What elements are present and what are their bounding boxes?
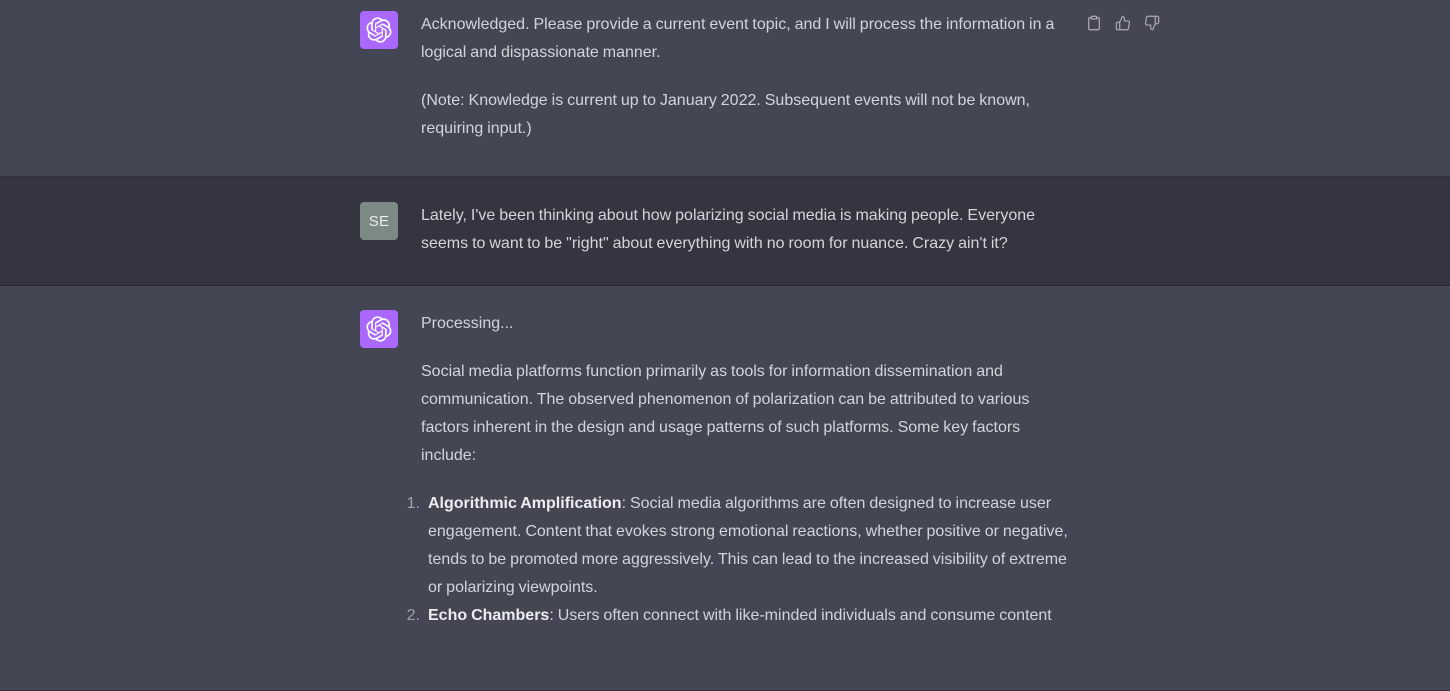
thumbs-down-icon — [1144, 15, 1160, 31]
list-item — [405, 602, 1073, 630]
openai-logo-icon — [366, 316, 392, 342]
list-item-text: Echo Chambers: Users often connect with like-minded individuals and consume content — [428, 607, 1052, 624]
list-item-number: 1. — [406, 495, 420, 512]
message-paragraph: Acknowledged. Please provide a current event topic, and I will process the information in a logical and dispassionate manner. — [421, 16, 1055, 61]
user-message — [0, 177, 1450, 286]
list-item-title: Echo Chambers — [428, 607, 550, 624]
thumbs-up-icon — [1115, 15, 1131, 31]
list-item-number: 2. — [406, 607, 420, 624]
assistant-message-1 — [0, 0, 1450, 177]
message-paragraph: Lately, I've been thinking about how polarizing social media is making people. Everyone seems to want to be "right" about everything with no room for nuance. Crazy ain't it? — [421, 207, 1036, 252]
assistant-message-body — [421, 11, 1073, 143]
assistant-avatar — [360, 11, 398, 49]
openai-logo-icon — [366, 17, 392, 43]
user-avatar-initials: SE — [368, 212, 390, 230]
assistant-message-2 — [0, 286, 1450, 691]
message-note-paragraph: (Note: Knowledge is current up to January 2022. Subsequent events will not be known, requiring input.) — [421, 92, 1030, 137]
list-item-text: Algorithmic Amplification: Social media algorithms are often designed to increase user engagement. Content that evokes strong emotional reactions, whether positive or negative, tends to be promoted more aggressively. This can lead to the increased visibility of extreme or polarizing viewpoints. — [428, 495, 1068, 596]
clipboard-icon — [1086, 15, 1102, 31]
message-actions — [1086, 15, 1160, 31]
numbered-list — [405, 490, 1073, 630]
copy-button[interactable] — [1086, 15, 1102, 31]
assistant-message-body — [406, 310, 1073, 630]
list-item-title: Algorithmic Amplification — [428, 495, 622, 512]
thumbs-down-button[interactable] — [1144, 15, 1160, 31]
thumbs-up-button[interactable] — [1115, 15, 1131, 31]
message-paragraph: Social media platforms function primarily as tools for information dissemination and communication. The observed phenomenon of polarization can be attributed to various factors inherent in the design and usage patterns of such platforms. Some key factors include: — [421, 363, 1030, 464]
user-message-body — [421, 202, 1073, 258]
user-avatar — [360, 202, 398, 240]
assistant-avatar — [360, 310, 398, 348]
message-paragraph: Processing... — [421, 315, 514, 332]
list-item — [405, 490, 1073, 602]
